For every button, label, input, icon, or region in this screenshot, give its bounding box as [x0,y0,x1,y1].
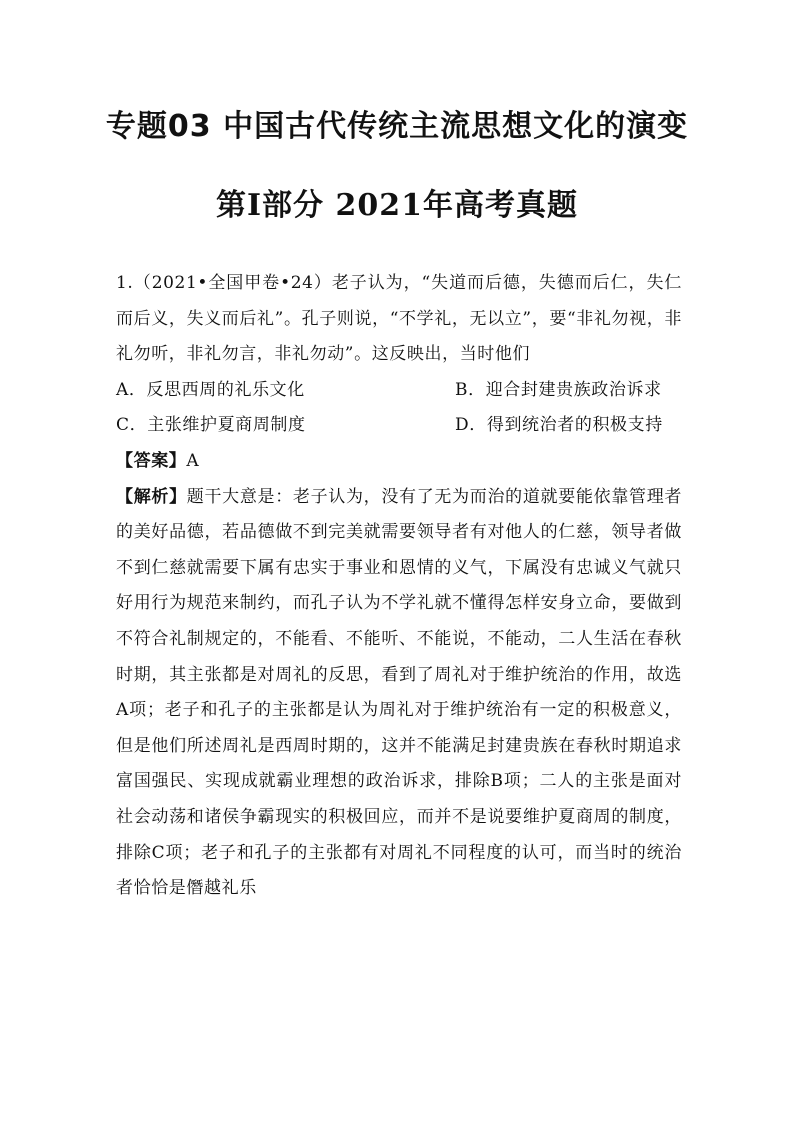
part-title: 第Ⅰ部分 2021年高考真题 [216,188,578,223]
option-c [116,408,455,444]
analysis-paragraph [116,480,682,907]
option-d-label: D． [455,415,487,436]
option-b-text: 迎合封建贵族政治诉求 [485,379,662,400]
option-b-label: B． [455,379,486,400]
option-b [455,373,682,409]
option-d [455,408,682,444]
document-title: 专题03 中国古代传统主流思想文化的演变 [105,109,689,144]
option-c-label: C． [116,415,148,436]
answer-line [116,444,682,480]
analysis-text: 题干大意是：老子认为，没有了无为而治的道就要能依靠管理者的美好品德，若品德做不到完美就需要领导者有对他人的仁慈，领导者做不到仁慈就需要下属有忠实于事业和恩情的义气，下属没有忠诚义气就只好用行为规范来制约，而孔子认为不学礼就不懂得怎样安身立命，要做到不符合礼制规定的，不能看、不能听、不能说，不能动，二人生活在春秋时期，其主张都是对周礼的反思，看到了周礼对于维护统治的作用，故选A项；老子和孔子的主张都是认为周礼对于维护统治有一定的积极意义，但是他们所述周礼是西周时期的，这并不能满足封建贵族在春秋时期追求富国强民、实现成就霸业理想的政治诉求，排除B项；二人的主张是面对社会动荡和诸侯争霸现实的积极回应，而并不是说要维护夏商周的制度，排除C项；老子和孔子的主张都有对周礼不同程度的认可，而当时的统治者恰恰是僭越礼乐 [116,486,682,899]
answer-tag: 【答案】 [116,450,187,471]
option-c-text: 主张维护夏商周制度 [147,415,306,436]
question-block [116,266,682,907]
answer-value: A [186,450,200,471]
option-a-label: A． [116,379,147,400]
option-a-text: 反思西周的礼乐文化 [146,379,305,400]
analysis-tag: 【解析】 [116,486,187,507]
answer-options [116,373,682,444]
option-d-text: 得到统治者的积极支持 [486,415,663,436]
question-stem: 1.（2021•全国甲卷•24）老子认为，“失道而后德，失德而后仁，失仁而后义，失义而后礼”。孔子则说，“不学礼，无以立”，要“非礼勿视，非礼勿听，非礼勿言，非礼勿动”。这反映出，当时他们 [116,273,682,365]
option-a [116,373,455,409]
